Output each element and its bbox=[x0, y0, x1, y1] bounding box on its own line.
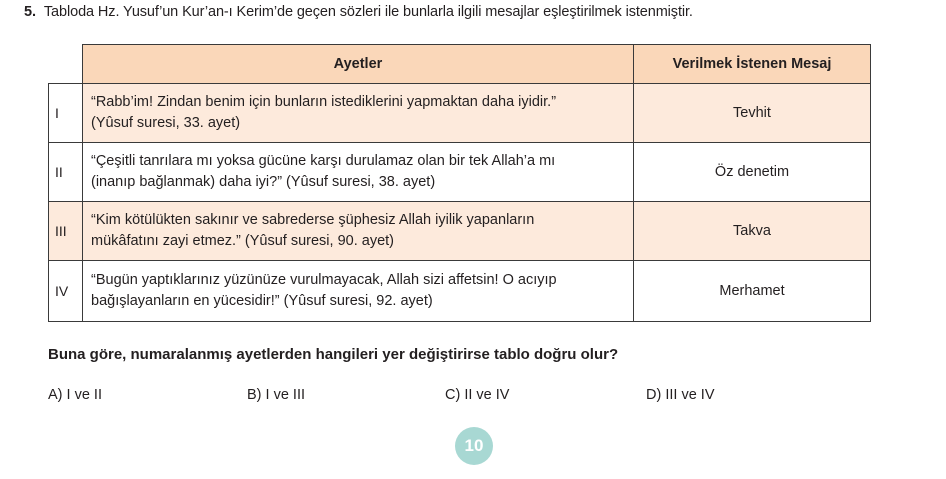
message-cell: Merhamet bbox=[634, 261, 871, 322]
verse-line: “Kim kötülükten sakınır ve sabrederse şüphesiz Allah iyilik yapanların bbox=[91, 212, 535, 228]
row-numeral: II bbox=[49, 143, 83, 202]
verse-cell bbox=[83, 143, 634, 202]
verse-cell bbox=[83, 84, 634, 143]
header-corner bbox=[49, 45, 83, 84]
message-cell: Takva bbox=[634, 202, 871, 261]
verse-line: “Çeşitli tanrılara mı yoksa gücüne karşı durulamaz olan bir tek Allah’a mı bbox=[91, 153, 556, 169]
verse-cell bbox=[83, 202, 634, 261]
question-header bbox=[24, 4, 693, 20]
table-row bbox=[49, 143, 871, 202]
page-number-badge: 10 bbox=[455, 427, 493, 465]
table-row bbox=[49, 261, 871, 322]
question-stem: Tabloda Hz. Yusuf’un Kur’an-ı Kerim’de geçen sözleri ile bunlarla ilgili mesajlar eşleştirilmek istenmiştir. bbox=[43, 4, 693, 20]
verse-reference: (inanıp bağlanmak) daha iyi?” (Yûsuf suresi, 38. ayet) bbox=[91, 174, 436, 190]
verse-line: “Rabb’im! Zindan benim için bunların istediklerini yapmaktan daha iyidir.” bbox=[91, 94, 557, 110]
verse-cell bbox=[83, 261, 634, 322]
row-numeral: IV bbox=[49, 261, 83, 322]
header-message: Verilmek İstenen Mesaj bbox=[634, 45, 871, 84]
header-verses: Ayetler bbox=[83, 45, 634, 84]
verses-table bbox=[48, 44, 871, 322]
message-cell: Tevhit bbox=[634, 84, 871, 143]
question-prompt: Buna göre, numaralanmış ayetlerden hangileri yer değiştirirse tablo doğru olur? bbox=[48, 346, 619, 363]
verse-line: “Bugün yaptıklarınız yüzünüze vurulmayacak, Allah sizi affetsin! O acıyıp bbox=[91, 272, 557, 288]
row-numeral: I bbox=[49, 84, 83, 143]
table-row bbox=[49, 84, 871, 143]
verse-reference: bağışlayanların en yücesidir!” (Yûsuf suresi, 92. ayet) bbox=[91, 293, 433, 309]
row-numeral: III bbox=[49, 202, 83, 261]
table-header-row bbox=[49, 45, 871, 84]
option-a[interactable]: A) I ve II bbox=[48, 387, 102, 403]
option-c[interactable]: C) II ve IV bbox=[445, 387, 510, 403]
question-number: 5. bbox=[24, 4, 36, 20]
message-cell: Öz denetim bbox=[634, 143, 871, 202]
option-d[interactable]: D) III ve IV bbox=[646, 387, 715, 403]
option-b[interactable]: B) I ve III bbox=[247, 387, 306, 403]
verse-reference: mükâfatını zayi etmez.” (Yûsuf suresi, 90. ayet) bbox=[91, 233, 395, 249]
table-row bbox=[49, 202, 871, 261]
verse-reference: (Yûsuf suresi, 33. ayet) bbox=[91, 115, 241, 131]
